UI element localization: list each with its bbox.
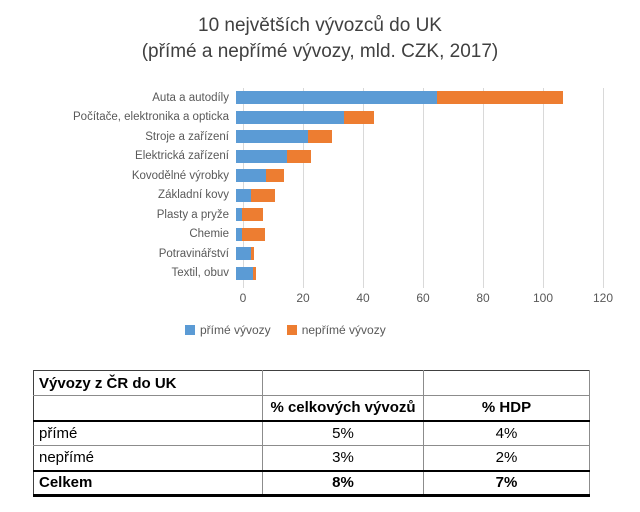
x-tick-label: 60 — [416, 291, 430, 305]
bar-category-label: Kovodělné výrobky — [131, 169, 229, 182]
bar-category-label: Auta a autodíly — [152, 91, 229, 104]
bar-track — [236, 247, 254, 260]
bar-track — [236, 267, 256, 280]
table-row-label: přímé — [34, 421, 263, 446]
bar-row — [0, 88, 640, 108]
bar-row — [0, 244, 640, 264]
table-col-header: % celkových vývozů — [263, 396, 424, 421]
bar-track — [236, 208, 263, 221]
legend — [185, 323, 386, 337]
bar-segment-prime — [236, 267, 253, 280]
bar-category-label: Textil, obuv — [171, 267, 229, 280]
bar-segment-prime — [236, 150, 287, 163]
bar-segment-neprime — [251, 189, 275, 202]
bars — [0, 88, 640, 283]
bar-segment-prime — [236, 111, 344, 124]
bar-category-label: Chemie — [189, 228, 229, 241]
x-tick-label: 0 — [239, 291, 247, 305]
exports-table — [33, 370, 590, 497]
bar-category-label: Elektrická zařízení — [135, 150, 229, 163]
legend-label: přímé vývozy — [200, 323, 271, 337]
bar-track — [236, 189, 275, 202]
bar-segment-prime — [236, 189, 251, 202]
chart-title-line2: (přímé a nepřímé vývozy, mld. CZK, 2017) — [141, 41, 499, 62]
bar-track — [236, 150, 311, 163]
bar-row — [0, 225, 640, 245]
legend-item — [287, 323, 386, 337]
bar-row — [0, 166, 640, 186]
table-row-label: Celkem — [34, 471, 263, 496]
bar-category-label: Plasty a pryže — [156, 208, 229, 221]
bar-track — [236, 91, 563, 104]
legend-label: nepřímé vývozy — [301, 323, 386, 337]
table-empty-cell — [34, 396, 263, 421]
table-empty-cell — [263, 371, 424, 396]
bar-segment-neprime — [266, 169, 284, 182]
legend-item — [185, 323, 271, 337]
table-cell-value: 5% — [263, 421, 424, 446]
chart-title — [0, 13, 640, 65]
bar-segment-prime — [236, 247, 251, 260]
bar-row — [0, 147, 640, 167]
x-tick-label: 20 — [296, 291, 310, 305]
table-cell-value: 7% — [424, 471, 590, 496]
table-total-row — [34, 471, 590, 496]
bar-track — [236, 228, 265, 241]
table-row — [34, 446, 590, 471]
x-tick-label: 40 — [356, 291, 370, 305]
bar-segment-neprime — [344, 111, 374, 124]
legend-swatch — [185, 325, 195, 335]
legend-swatch — [287, 325, 297, 335]
bar-segment-neprime — [437, 91, 563, 104]
table-cell-value: 2% — [424, 446, 590, 471]
table-row — [34, 421, 590, 446]
bar-track — [236, 111, 374, 124]
table-col-header: % HDP — [424, 396, 590, 421]
table-empty-cell — [424, 371, 590, 396]
bar-row — [0, 108, 640, 128]
bar-row — [0, 264, 640, 284]
bar-track — [236, 169, 284, 182]
table-cell-value: 8% — [263, 471, 424, 496]
bar-segment-neprime — [242, 228, 265, 241]
x-tick-label: 80 — [476, 291, 490, 305]
bar-segment-prime — [236, 91, 437, 104]
bar-segment-neprime — [242, 208, 263, 221]
bar-segment-prime — [236, 130, 308, 143]
bar-row — [0, 186, 640, 206]
bar-segment-neprime — [287, 150, 311, 163]
x-tick-label: 100 — [532, 291, 554, 305]
bar-row — [0, 205, 640, 225]
bar-category-label: Počítače, elektronika a opticka — [73, 111, 229, 124]
bar-category-label: Základní kovy — [158, 189, 229, 202]
table-row-label: nepřímé — [34, 446, 263, 471]
bar-category-label: Stroje a zařízení — [145, 130, 229, 143]
bar-segment-neprime — [308, 130, 332, 143]
bar-category-label: Potravinářství — [158, 247, 229, 260]
bar-row — [0, 127, 640, 147]
table-header-row — [34, 396, 590, 421]
bar-segment-neprime — [253, 267, 256, 280]
table-title-row — [34, 371, 590, 396]
table-cell-value: 4% — [424, 421, 590, 446]
table-title: Vývozy z ČR do UK — [34, 371, 263, 396]
table-cell-value: 3% — [263, 446, 424, 471]
chart-title-line1: 10 největších vývozců do UK — [198, 15, 442, 36]
bar-track — [236, 130, 332, 143]
x-axis — [0, 291, 640, 305]
bar-segment-neprime — [251, 247, 254, 260]
bar-segment-prime — [236, 169, 266, 182]
x-tick-label: 120 — [592, 291, 614, 305]
